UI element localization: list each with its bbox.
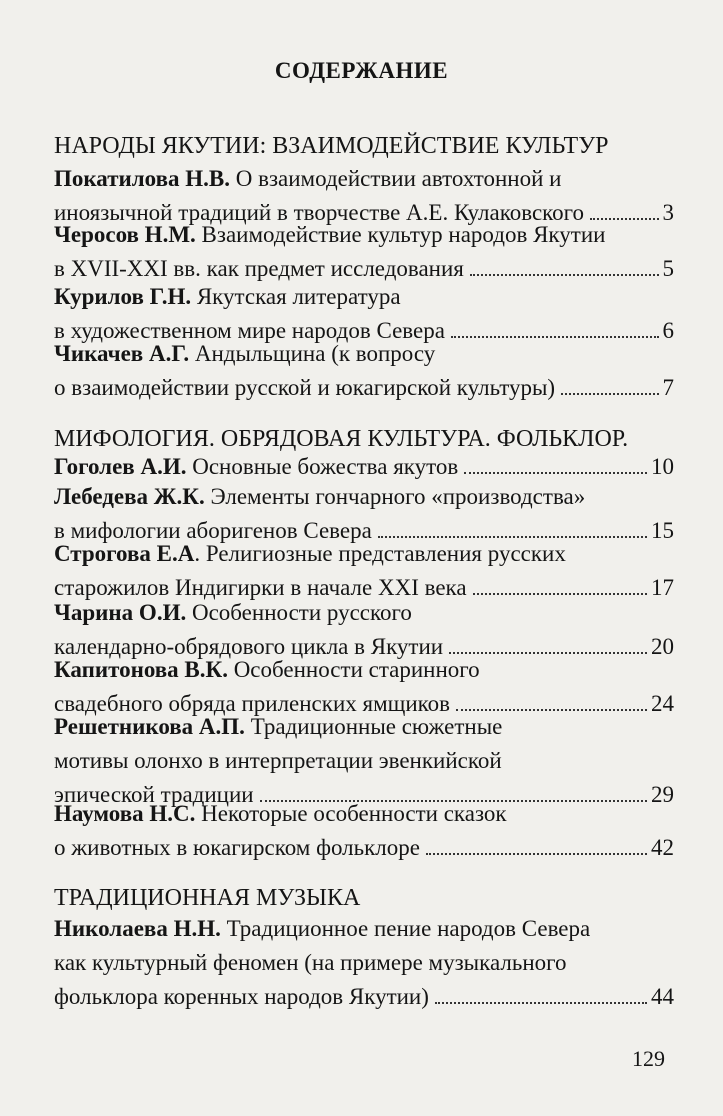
toc-entry [54, 450, 674, 484]
entry-title-part: Взаимодействие культур народов Якутии [195, 222, 606, 247]
entry-author: Черосов Н.М. [54, 222, 196, 247]
entry-page: 42 [651, 835, 674, 860]
leader-dots [435, 1002, 647, 1004]
leader-dots [561, 393, 658, 395]
section-heading: НАРОДЫ ЯКУТИИ: ВЗАИМОДЕЙСТВИЕ КУЛЬТУР [54, 133, 609, 159]
entry-title-part: мотивы олонхо в интерпретации эвенкийской [54, 748, 502, 773]
entry-title-part: Основные божества якутов [186, 454, 459, 479]
entry-title-part: как культурный феномен (на примере музыкального [54, 950, 567, 975]
entry-author: Николаева Н.Н. [54, 916, 221, 941]
entry-author: Курилов Г.Н. [54, 284, 192, 309]
entry-author: Чарина О.И. [54, 600, 187, 625]
entry-title-part: Традиционные сюжетные [244, 714, 503, 739]
entry-title-part: О взаимодействии автохтонной и [229, 166, 562, 191]
entry-title-part: Традиционное пение народов Севера [220, 916, 591, 941]
entry-page: 17 [651, 575, 674, 600]
leader-dots [470, 274, 659, 276]
entry-title-part: в художественном мире народов Севера [54, 318, 445, 343]
entry-page: 24 [651, 691, 674, 716]
entry-author: Лебедева Ж.К. [54, 484, 205, 509]
entry-author: Капитонова В.К. [54, 657, 228, 682]
entry-title-part: фольклора коренных народов Якутии) [54, 984, 429, 1009]
entry-page: 7 [662, 375, 674, 400]
entry-line [54, 162, 674, 196]
toc-entry [54, 337, 674, 405]
entry-author: Чикачев А.Г. [54, 341, 190, 366]
leader-dots [426, 853, 647, 855]
toc-entry [54, 912, 674, 1014]
entry-title-part: старожилов Индигирки в начале XXI века [54, 575, 467, 600]
entry-page: 10 [651, 454, 674, 479]
entry-author: Решетникова А.П. [54, 714, 245, 739]
entry-title-part: о взаимодействии русской и юкагирской культуры) [54, 375, 556, 400]
entry-title-part: эпической традиции [54, 782, 254, 807]
section-heading: МИФОЛОГИЯ. ОБРЯДОВАЯ КУЛЬТУРА. ФОЛЬКЛОР. [54, 426, 629, 452]
entry-page: 29 [651, 782, 674, 807]
entry-title-part: в XVII-XXI вв. как предмет исследования [54, 256, 464, 281]
entry-title-part: иноязычной традиций в творчестве А.Е. Кулаковского [54, 200, 585, 225]
entry-page: 44 [651, 984, 674, 1009]
entry-title-part: Некоторые особенности сказок [195, 801, 507, 826]
entry-page: 6 [662, 318, 674, 343]
entry-author: Гоголев А.И. [54, 454, 187, 479]
toc-entry [54, 537, 674, 605]
entry-author: Покатилова Н.В. [54, 166, 230, 191]
leader-dots [473, 593, 647, 595]
entry-title-part: в мифологии аборигенов Севера [54, 518, 372, 543]
entry-author: Наумова Н.С. [54, 801, 196, 826]
section-heading: ТРАДИЦИОННАЯ МУЗЫКА [54, 885, 361, 911]
toc-entry [54, 218, 674, 286]
entry-page: 5 [662, 256, 674, 281]
entry-title-part: свадебного обряда приленских ямщиков [54, 691, 451, 716]
entry-title-part: Особенности старинного [227, 657, 480, 682]
page-number: 129 [632, 1046, 665, 1071]
entry-page: 20 [651, 634, 674, 659]
entry-title-part: календарно-обрядового цикла в Якутии [54, 634, 444, 659]
page-title: СОДЕРЖАНИЕ [274, 58, 449, 83]
entry-author: Строгова Е.А [54, 541, 195, 566]
entry-title-part: Элементы гончарного «производства» [204, 484, 586, 509]
entry-title-part: о животных в юкагирском фольклоре [54, 835, 420, 860]
leader-dots [464, 472, 647, 474]
entry-title-part: . Религиозные представления русских [194, 541, 566, 566]
entry-title-part: Якутская литература [191, 284, 401, 309]
entry-page: 15 [651, 518, 674, 543]
toc-entry [54, 797, 674, 865]
entry-title-part: Андыльщина (к вопросу [189, 341, 436, 366]
entry-page: 3 [662, 200, 674, 225]
entry-title-part: Особенности русского [186, 600, 412, 625]
